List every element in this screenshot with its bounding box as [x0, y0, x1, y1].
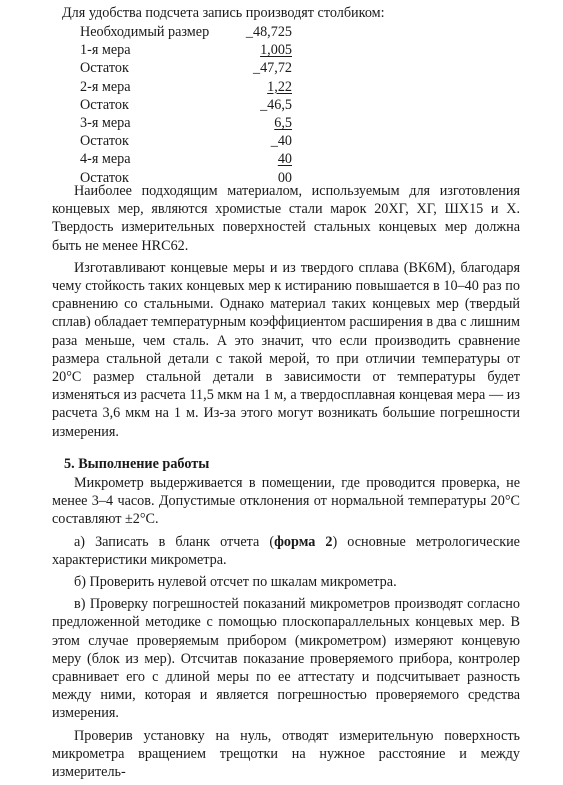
- calculation-row: [0, 114, 563, 132]
- paragraph-materials: Наиболее подходящим материалом, используемым для изготовления концевых мер, являются хромистые стали марок 20ХГ, ХГ, ШХ15 и Х. Твердость измерительных поверхностей стальных концевых мер должна быть не менее HRC62.: [52, 183, 520, 254]
- calculation-row-label: Остаток: [80, 169, 129, 186]
- step-a: [52, 533, 520, 569]
- calculation-intro: Для удобства подсчета запись производят столбиком:: [62, 5, 385, 21]
- calculation-row-label: 2-я мера: [80, 78, 131, 95]
- calculation-row-value: 40: [277, 151, 292, 168]
- calculation-row: [0, 23, 563, 41]
- calculation-row: [0, 59, 563, 77]
- paragraph-final: Проверив установку на нуль, отводят измерительную поверхность микрометра вращением трещотки на нужное расстояние и между измеритель-: [52, 727, 520, 781]
- calculation-row-label: Остаток: [80, 96, 129, 113]
- calculation-row: [0, 132, 563, 150]
- calculation-row-label: 4-я мера: [80, 151, 131, 168]
- calculation-row-value: 6,5: [274, 115, 292, 131]
- step-b: б) Проверить нулевой отсчет по шкалам микрометра.: [74, 574, 397, 591]
- section-heading: 5. Выполнение работы: [64, 455, 210, 472]
- calculation-row-label: 1-я мера: [80, 42, 131, 59]
- calculation-row-label: Необходимый размер: [80, 24, 210, 40]
- step-c: в) Проверку погрешностей показаний микрометров производят согласно предложенной методике с помощью плоскопараллельных концевых мер. В этом случае проверяемым прибором (микрометром) измеряют концевую меру (блок из мер). Отсчитав показание проверяемого прибора, контролер сравнивает его с длиной меры по ее аттестату и подсчитывает разность между ними, которая и является погрешностью проверяемого средства измерения.: [52, 596, 520, 722]
- calculation-row: [0, 78, 563, 96]
- calculation-row-label: Остаток: [80, 133, 129, 150]
- paragraph-hard-alloy: Изготавливают концевые меры и из твердого сплава (ВК6М), благодаря чему стойкость таких концевых мер к истиранию повышается в 10–40 раз по сравнению со стальными. Однако материал таких концевых мер (твердый сплав) обладает температурным коэффициентом расширения в два с лишним раза меньше, чем сталь. А это значит, что если производить сравнение размера стальной детали с такой мерой, то при отличии температуры от 20°С размер стальной детали в зависимости от температуры будет изменяться из расчета 11,5 мкм на 1 м, а твердосплавная концевая мера — из расчета 3,6 мкм на 1 м. Из-за этого могут возникать большие погрешности измерения.: [52, 259, 520, 440]
- calculation-row: [0, 150, 563, 168]
- calculation-row-label: Остаток: [80, 60, 129, 77]
- calculation-row-label: 3-я мера: [80, 115, 131, 131]
- calculation-row: [0, 41, 563, 59]
- step-a-text-end: ) основные метрологические характеристики микрометра.: [52, 533, 520, 568]
- calculation-row-value: _47,72: [252, 60, 292, 77]
- calculation-row-value: 1,005: [260, 42, 292, 59]
- step-a-text: а) Записать в бланк отчета (: [74, 533, 275, 550]
- calculation-row-value: 1,22: [267, 78, 292, 95]
- calculation-row-value: _46,5: [260, 96, 292, 113]
- calculation-row-value: _48,725: [245, 24, 292, 40]
- calculation-row: [0, 96, 563, 114]
- step-a-form-ref: форма 2: [274, 533, 333, 550]
- document-body: [52, 182, 520, 785]
- paragraph-conditions: Микрометр выдерживается в помещении, где проводится проверка, не менее 3–4 часов. Допустимые отклонения от нормальной температуры 20°С составляют ±2°С.: [52, 475, 520, 528]
- calculation-row-value: _40: [270, 133, 292, 150]
- calculation-row-value: 00: [277, 169, 292, 186]
